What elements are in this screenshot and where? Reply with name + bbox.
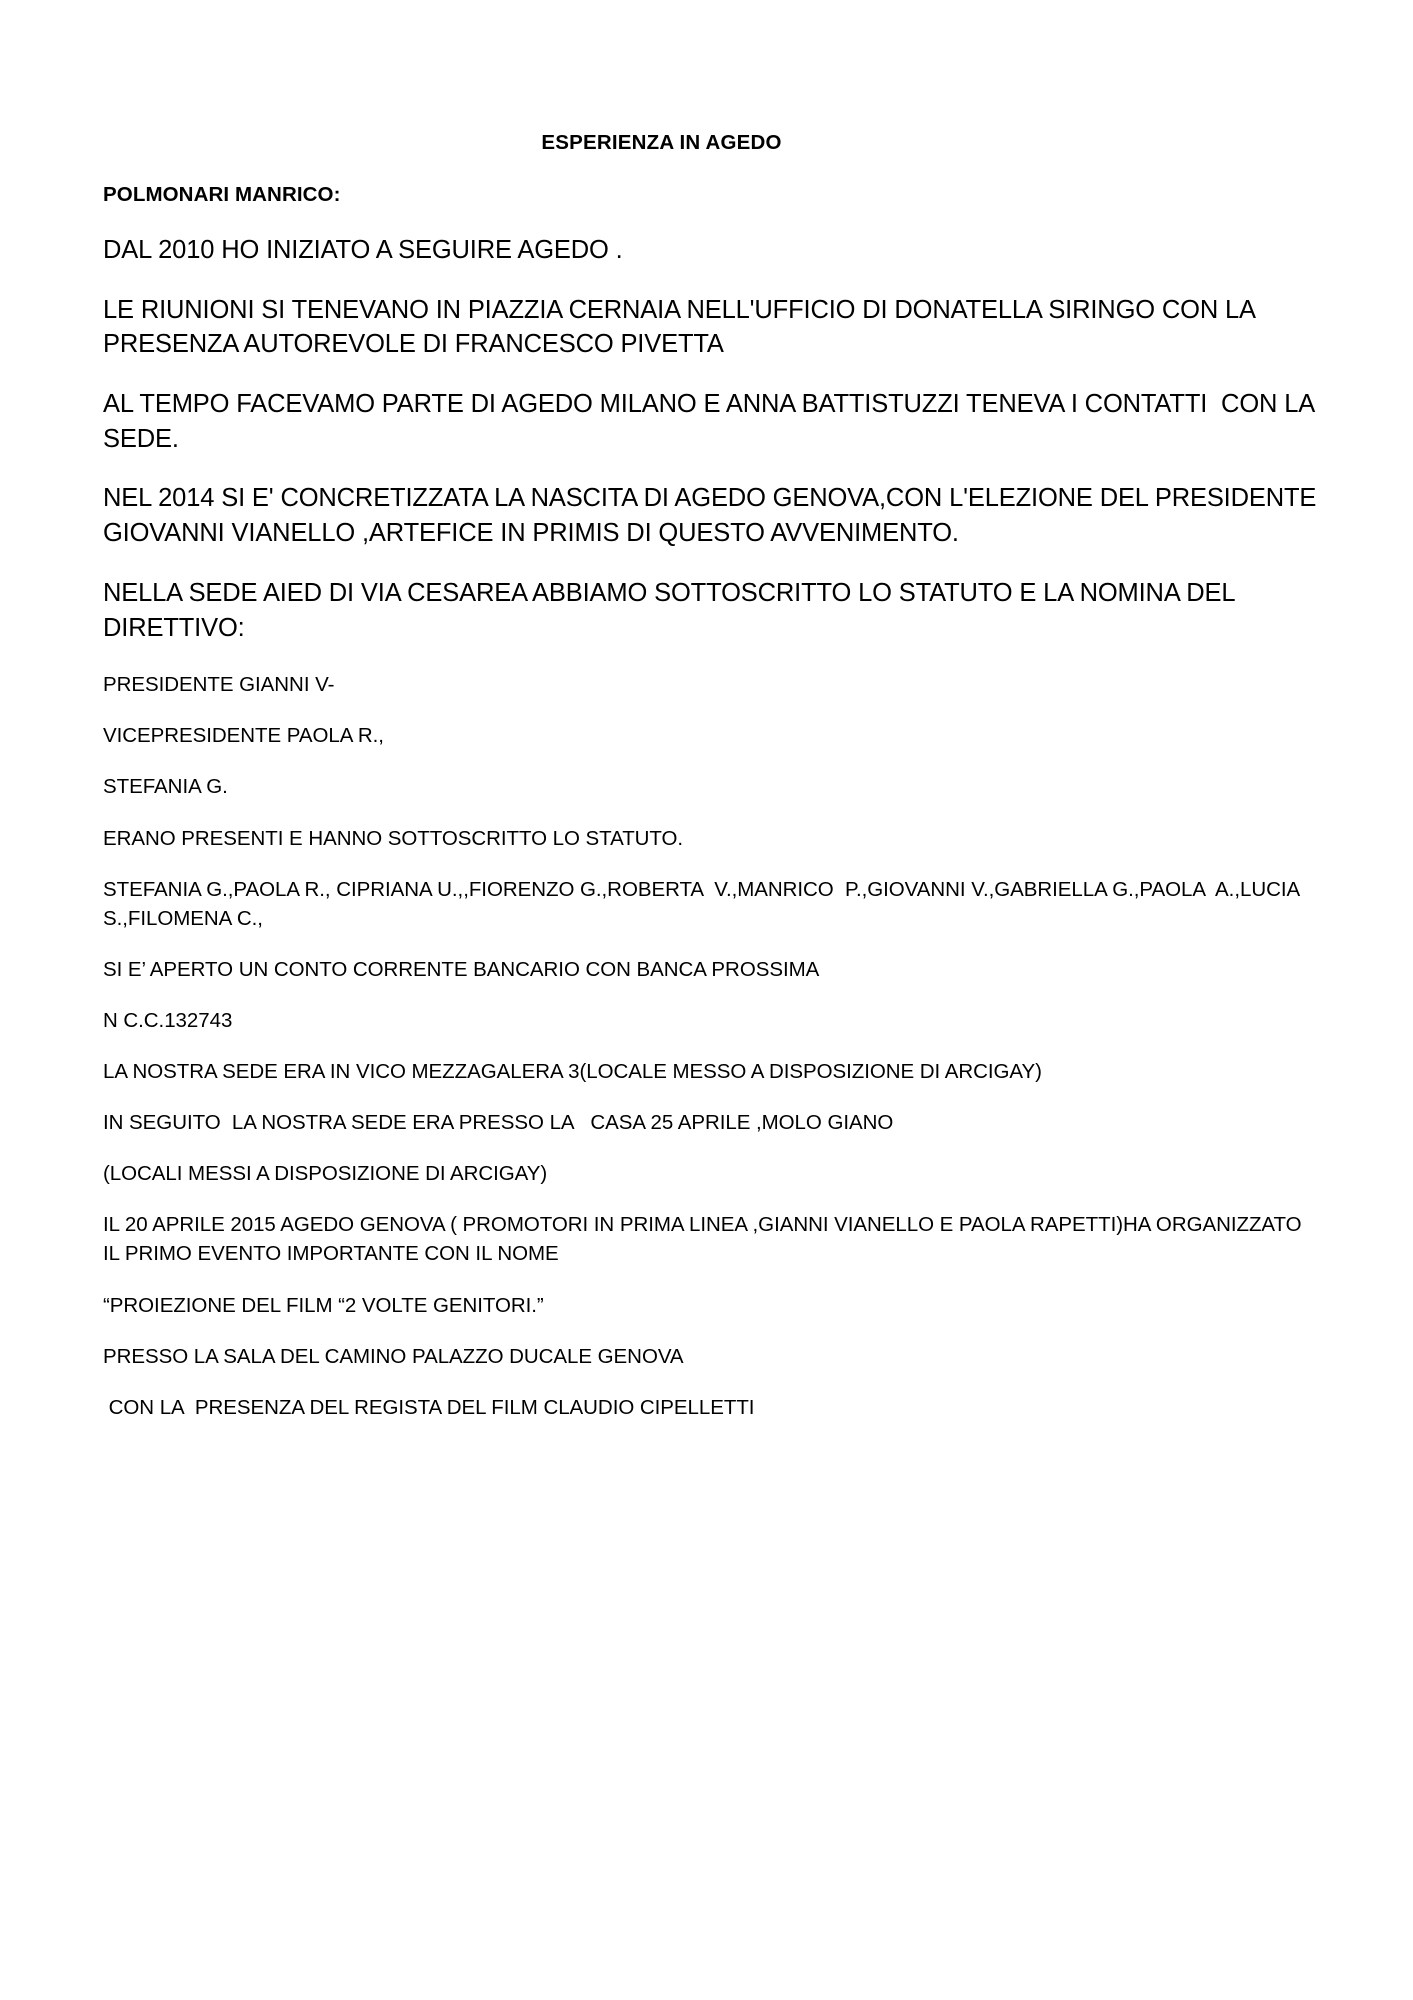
author-name-heading: POLMONARI MANRICO:	[103, 182, 341, 206]
document-body	[103, 0, 1324, 1422]
paragraph-statute-signing: NELLA SEDE AIED DI VIA CESAREA ABBIAMO SOTTOSCRITTO LO STATUTO E LA NOMINA DEL DIRETTIVO:	[103, 578, 1242, 642]
paragraph-account-number: N C.C.132743	[103, 1008, 233, 1032]
paragraph-agedo-milano: AL TEMPO FACEVAMO PARTE DI AGEDO MILANO E ANNA BATTISTUZZI TENEVA I CONTATTI CON LA SEDE.	[103, 390, 1321, 453]
paragraph-agedo-genova-founding: NEL 2014 SI E' CONCRETIZZATA LA NASCITA DI AGEDO GENOVA,CON L'ELEZIONE DEL PRESIDENTE GIOVANNI VIANELLO ,ARTEFICE IN PRIMIS DI QUESTO AVVENIMENTO.	[103, 484, 1324, 548]
paragraph-attendees-list: STEFANIA G.,PAOLA R., CIPRIANA U.,,FIORENZO G.,ROBERTA V.,MANRICO P.,GIOVANNI V.,GABRIELLA G.,PAOLA A.,LUCIA S.,FILOMENA C.,	[103, 877, 1305, 930]
paragraph-attendees-intro: ERANO PRESENTI E HANNO SOTTOSCRITTO LO STATUTO.	[103, 826, 684, 850]
paragraph-event-venue: PRESSO LA SALA DEL CAMINO PALAZZO DUCALE GENOVA	[103, 1344, 684, 1368]
paragraph-meetings-location: LE RIUNIONI SI TENEVANO IN PIAZZIA CERNAIA NELL'UFFICIO DI DONATELLA SIRINGO CON LA PRESENZA AUTOREVOLE DI FRANCESCO PIVETTA	[103, 295, 1262, 359]
list-item-president: PRESIDENTE GIANNI V-	[103, 673, 335, 697]
list-item-board-member: STEFANIA G.	[103, 775, 228, 799]
list-item-vicepresident: VICEPRESIDENTE PAOLA R.,	[103, 724, 384, 748]
paragraph-first-office-address: LA NOSTRA SEDE ERA IN VICO MEZZAGALERA 3(LOCALE MESSO A DISPOSIZIONE DI ARCIGAY)	[103, 1060, 1042, 1084]
paragraph-director-presence: CON LA PRESENZA DEL REGISTA DEL FILM CLAUDIO CIPELLETTI	[103, 1395, 755, 1419]
paragraph-second-office-address: IN SEGUITO LA NOSTRA SEDE ERA PRESSO LA CASA 25 APRILE ,MOLO GIANO	[103, 1111, 894, 1135]
paragraph-bank-account-opened: SI E’ APERTO UN CONTO CORRENTE BANCARIO CON BANCA PROSSIMA	[103, 957, 820, 981]
paragraph-start-year: DAL 2010 HO INIZIATO A SEGUIRE AGEDO .	[103, 236, 623, 265]
paragraph-premises-note: (LOCALI MESSI A DISPOSIZIONE DI ARCIGAY)	[103, 1162, 548, 1186]
paragraph-first-event: IL 20 APRILE 2015 AGEDO GENOVA ( PROMOTORI IN PRIMA LINEA ,GIANNI VIANELLO E PAOLA RAPETTI)HA ORGANIZZATO IL PRIMO EVENTO IMPORTANTE CON IL NOME	[103, 1213, 1308, 1266]
paragraph-film-title: “PROIEZIONE DEL FILM “2 VOLTE GENITORI.”	[103, 1293, 544, 1317]
page-title: ESPERIENZA IN AGEDO	[541, 131, 782, 154]
